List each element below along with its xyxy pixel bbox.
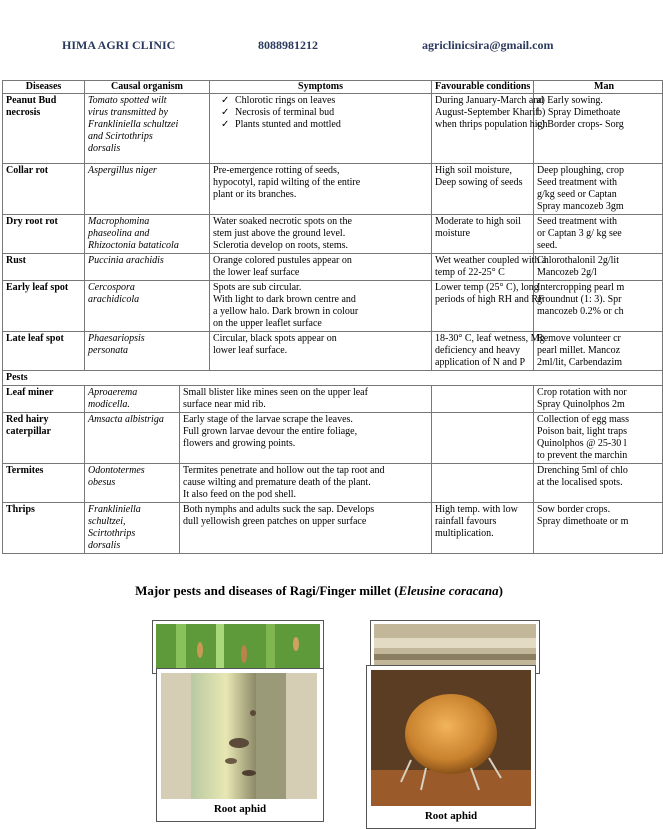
- cell-line: Quinolphos @ 25-30 l: [537, 438, 627, 449]
- table-row: [3, 281, 663, 332]
- management: [534, 215, 663, 254]
- cell-line: modicella.: [88, 399, 130, 410]
- cell-line: g/kg seed or Captan: [537, 189, 617, 200]
- cell-line: August-September Kharif: [435, 107, 539, 118]
- cell-line: Poison bait, light traps: [537, 426, 628, 437]
- cell-line: groundnut (1: 3). Spr: [537, 294, 622, 305]
- cell-line: Lower temp (25° C), long: [435, 282, 539, 293]
- cell-line: pearl millet. Mancoz: [537, 345, 621, 356]
- management: [534, 386, 663, 413]
- management: [534, 281, 663, 332]
- causal-organism: [85, 164, 210, 215]
- cell-line: High soil moisture,: [435, 165, 512, 176]
- species-name: Eleusine coracana: [398, 583, 499, 598]
- symptom-check-item: ✓ Plants stunted and mottled: [235, 119, 428, 131]
- cell-line: Early stage of the larvae scrape the leaves.: [183, 414, 353, 425]
- favourable-conditions: [432, 254, 547, 281]
- root-aphid-closeup-photo: [371, 670, 531, 806]
- cell-line: Frankliniella: [88, 504, 141, 515]
- table-row: [3, 332, 663, 371]
- cell-line: Aproaerema: [88, 387, 138, 398]
- cell-line: Sclerotia develop on roots, stems.: [213, 240, 348, 251]
- table-row: [3, 215, 663, 254]
- cell-line: Small blister like mines seen on the upper leaf: [183, 387, 368, 398]
- symptoms: [180, 386, 432, 413]
- photo-left: [156, 668, 324, 822]
- causal-organism: [85, 332, 210, 371]
- col-header-management: Man: [534, 81, 663, 94]
- pests-label: Pests: [3, 371, 663, 386]
- causal-organism: [85, 386, 180, 413]
- disease-name: Late leaf spot: [3, 332, 85, 371]
- cell-line: Phaesariopsis: [88, 333, 145, 344]
- page-header: [0, 38, 638, 54]
- cell-line: Moderate to high soil: [435, 216, 521, 227]
- cell-line: Frankliniella schultzei: [88, 119, 179, 130]
- favourable-conditions: [432, 413, 534, 464]
- causal-organism: [85, 215, 210, 254]
- cell-line: dorsalis: [88, 143, 121, 154]
- cell-line: Circular, black spots appear on: [213, 333, 337, 344]
- favourable-conditions: [432, 464, 534, 503]
- cell-line: Spots are sub circular.: [213, 282, 302, 293]
- causal-organism: [85, 413, 180, 464]
- favourable-conditions: [432, 215, 534, 254]
- cell-line: and Scirtothrips: [88, 131, 153, 142]
- cell-line: the lower leaf surface: [213, 267, 300, 278]
- cell-line: c) Border crops- Sorg: [537, 119, 624, 130]
- cell-line: hypocotyl, rapid wilting of the entire: [213, 177, 361, 188]
- cell-line: application of N and P: [435, 357, 526, 368]
- cell-line: Cercospora: [88, 282, 135, 293]
- cell-line: obesus: [88, 477, 116, 488]
- photo-right: [366, 665, 536, 829]
- back-photo-left: [152, 620, 324, 674]
- col-header-diseases: Diseases: [3, 81, 85, 94]
- col-header-conditions: Favourable conditions: [432, 81, 534, 94]
- cell-line: Chlorothalonil 2g/lit: [537, 255, 619, 266]
- cell-line: on the upper leaflet surface: [213, 318, 322, 329]
- symptom-checklist: [213, 95, 428, 131]
- symptom-check-item: ✓ Necrosis of terminal bud: [235, 107, 428, 119]
- favourable-conditions: [432, 386, 534, 413]
- cell-line: deficiency and heavy: [435, 345, 520, 356]
- causal-organism: [85, 503, 180, 554]
- cell-line: at the localised spots.: [537, 477, 623, 488]
- cell-line: Wet weather coupled with a: [435, 255, 547, 266]
- pest-name: Leaf miner: [3, 386, 85, 413]
- figure-caption: Major pests and diseases of Ragi/Finger millet (Eleusine coracana): [135, 583, 503, 598]
- table-row: [3, 503, 663, 554]
- cell-line: Orange colored pustules appear on: [213, 255, 352, 266]
- cell-line: Deep ploughing, crop: [537, 165, 624, 176]
- table-header-row: [3, 81, 663, 94]
- cell-line: Spray Quinolphos 2m: [537, 399, 625, 410]
- cell-line: flowers and growing points.: [183, 438, 296, 449]
- cell-line: arachidicola: [88, 294, 140, 305]
- cell-line: Water soaked necrotic spots on the: [213, 216, 352, 227]
- table-row: [3, 413, 663, 464]
- causal-organism: [85, 464, 180, 503]
- root-aphid-label-left: Root aphid: [213, 803, 267, 815]
- cell-line: Termites penetrate and hollow out the tap root and: [183, 465, 385, 476]
- favourable-conditions: [432, 164, 534, 215]
- col-header-symptoms: Symptoms: [210, 81, 432, 94]
- pests-section-row: [3, 371, 663, 386]
- causal-organism: [85, 94, 210, 164]
- table-row: [3, 464, 663, 503]
- cell-line: Seed treatment with: [537, 216, 618, 227]
- cell-line: surface near mid rib.: [183, 399, 266, 410]
- pest-disease-table: [2, 80, 663, 554]
- cell-line: Spray dimethoate or m: [537, 516, 629, 527]
- cell-line: Mancozeb 2g/l: [537, 267, 597, 278]
- cell-line: Deep sowing of seeds: [435, 177, 523, 188]
- cell-line: Sow border crops.: [537, 504, 611, 515]
- favourable-conditions: [432, 332, 545, 371]
- management: [534, 332, 663, 371]
- management: [534, 503, 663, 554]
- root-aphid-label-right: Root aphid: [424, 810, 478, 822]
- symptoms: [180, 413, 432, 464]
- cell-line: seed.: [537, 240, 558, 251]
- root-aphid-stem-photo: [161, 673, 317, 799]
- cell-line: 18-30° C, leaf wetness, Mg: [435, 333, 545, 344]
- cell-line: Pre-emergence rotting of seeds,: [213, 165, 340, 176]
- phone-number: 8088981212: [258, 38, 318, 52]
- cell-line: stem just above the ground level.: [213, 228, 346, 239]
- clinic-name: HIMA AGRI CLINIC: [62, 38, 176, 52]
- symptoms: [210, 94, 432, 164]
- cell-line: lower leaf surface.: [213, 345, 288, 356]
- table-row: [3, 164, 663, 215]
- disease-name: Rust: [3, 254, 85, 281]
- cell-line: moisture: [435, 228, 471, 239]
- email-address: agriclinicsira@gmail.com: [422, 38, 554, 52]
- symptoms: [210, 215, 432, 254]
- pest-name: Thrips: [3, 503, 85, 554]
- table-row: [3, 386, 663, 413]
- cell-line: Drenching 5ml of chlo: [537, 465, 628, 476]
- management: [534, 254, 663, 281]
- table-row: [3, 94, 663, 164]
- cell-line: temp of 22-25° C: [435, 267, 505, 278]
- cell-line: Remove volunteer cr: [537, 333, 621, 344]
- symptoms: [210, 164, 432, 215]
- cell-line: Odontotermes: [88, 465, 145, 476]
- cell-line: b) Spray Dimethoate: [537, 107, 621, 118]
- cell-line: High temp. with low: [435, 504, 518, 515]
- cell-line: Scirtothrips: [88, 528, 136, 539]
- cell-line: phaseolina and: [88, 228, 150, 239]
- symptom-check-item: ✓ Chlorotic rings on leaves: [235, 95, 428, 107]
- cell-line: It also feed on the pod shell.: [183, 489, 297, 500]
- cell-line: mancozeb 0.2% or ch: [537, 306, 624, 317]
- cell-line: Amsacta albistriga: [88, 414, 164, 425]
- cell-line: Rhizoctonia bataticola: [88, 240, 179, 251]
- causal-organism: [85, 254, 210, 281]
- cell-line: 2ml/lit, Carbendazim: [537, 357, 623, 368]
- cell-line: dull yellowish green patches on upper surface: [183, 516, 367, 527]
- cell-line: Macrophomina: [88, 216, 150, 227]
- cell-line: multiplication.: [435, 528, 494, 539]
- symptoms: [180, 464, 432, 503]
- symptoms: [210, 254, 432, 281]
- causal-organism: [85, 281, 210, 332]
- cell-line: a) Early sowing.: [537, 95, 603, 106]
- cell-line: virus transmitted by: [88, 107, 168, 118]
- cell-line: Tomato spotted wilt: [88, 95, 167, 106]
- cell-line: dorsalis: [88, 540, 121, 551]
- cell-line: Seed treatment with: [537, 177, 618, 188]
- cell-line: rainfall favours: [435, 516, 497, 527]
- management: [534, 164, 663, 215]
- cell-line: Aspergillus niger: [88, 165, 157, 176]
- col-header-organism: Causal organism: [85, 81, 210, 94]
- symptoms: [210, 281, 432, 332]
- cell-line: to prevent the marchin: [537, 450, 628, 461]
- cell-line: or Captan 3 g/ kg see: [537, 228, 622, 239]
- stem-damage-photo: [374, 624, 536, 670]
- management: [534, 413, 663, 464]
- cell-line: Full grown larvae devour the entire foliage,: [183, 426, 358, 437]
- cell-line: Collection of egg mass: [537, 414, 629, 425]
- favourable-conditions: [432, 503, 534, 554]
- disease-name: Early leaf spot: [3, 281, 85, 332]
- pest-name: Red hairy caterpillar: [3, 413, 85, 464]
- cell-line: Spray mancozeb 3gm: [537, 201, 624, 212]
- cell-line: Both nymphs and adults suck the sap. Develops: [183, 504, 375, 515]
- cell-line: schultzei,: [88, 516, 126, 527]
- disease-name: Collar rot: [3, 164, 85, 215]
- cell-line: During January-March and: [435, 95, 544, 106]
- leaf-spot-photo: [156, 624, 320, 670]
- favourable-conditions: [432, 281, 544, 332]
- cell-line: plant or its branches.: [213, 189, 297, 200]
- management: [534, 464, 663, 503]
- cell-line: when thrips population high: [435, 119, 548, 130]
- symptoms: [210, 332, 432, 371]
- disease-name: Dry root rot: [3, 215, 85, 254]
- favourable-conditions: [432, 94, 548, 164]
- cell-line: personata: [88, 345, 128, 356]
- management: [534, 94, 663, 164]
- cell-line: Puccinia arachidis: [88, 255, 164, 266]
- cell-line: Intercropping pearl m: [537, 282, 625, 293]
- table-row: [3, 254, 663, 281]
- cell-line: With light to dark brown centre and: [213, 294, 356, 305]
- pest-name: Termites: [3, 464, 85, 503]
- symptoms: [180, 503, 432, 554]
- cell-line: periods of high RH and RF: [435, 294, 544, 305]
- cell-line: cause wilting and premature death of the plant.: [183, 477, 371, 488]
- cell-line: a yellow halo. Dark brown in colour: [213, 306, 359, 317]
- cell-line: Crop rotation with nor: [537, 387, 627, 398]
- disease-name: Peanut Bud necrosis: [3, 94, 85, 164]
